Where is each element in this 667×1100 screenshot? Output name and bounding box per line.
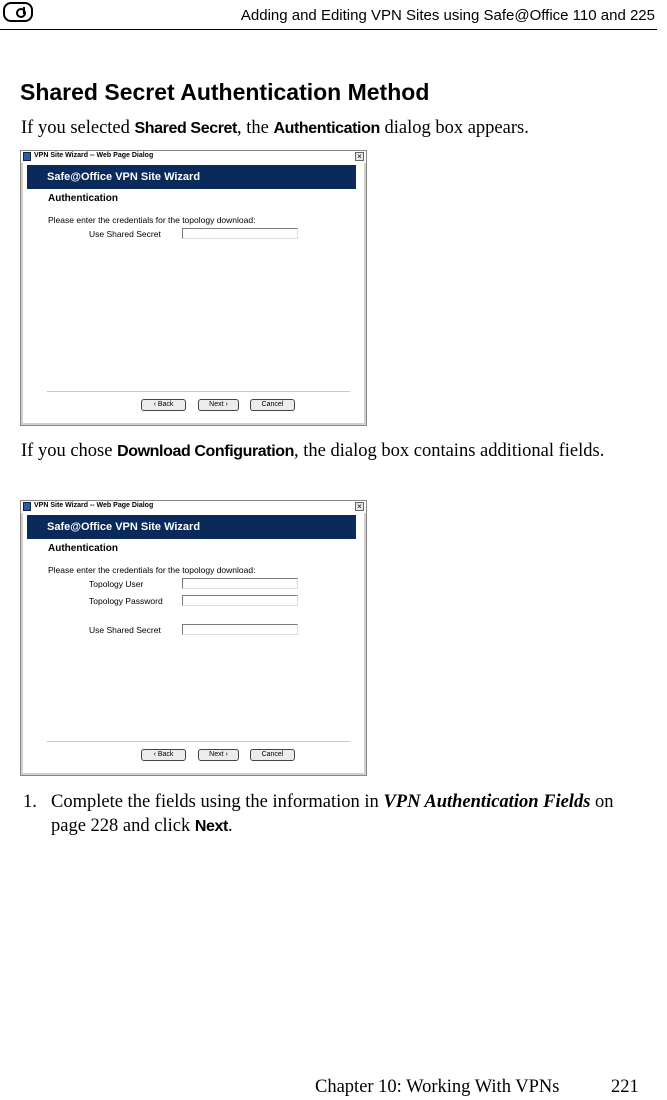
cancel-button[interactable]: Cancel xyxy=(250,399,295,411)
dialog-titlebar xyxy=(21,151,366,163)
dialog-content xyxy=(23,513,364,773)
footer-separator xyxy=(47,741,350,742)
dialog-titlebar xyxy=(21,501,366,513)
step-number: 1. xyxy=(23,792,37,812)
next-button[interactable]: Next › xyxy=(198,399,239,411)
wizard-banner xyxy=(27,165,356,189)
window-icon xyxy=(23,152,31,161)
dialog-screenshot-download-config xyxy=(20,500,367,776)
back-button[interactable]: ‹ Back xyxy=(141,749,186,761)
wizard-banner xyxy=(27,515,356,539)
running-header: Adding and Editing VPN Sites using Safe@Office 110 and 225 xyxy=(240,7,655,24)
instruction-text: Please enter the credentials for the topology download: xyxy=(48,215,256,225)
next-button[interactable]: Next › xyxy=(198,749,239,761)
reference-link: VPN Authentication Fields xyxy=(383,792,591,812)
shared-secret-input[interactable] xyxy=(182,228,298,239)
logo-icon xyxy=(3,2,33,22)
wizard-title: Safe@Office VPN Site Wizard xyxy=(47,521,201,533)
dialog-content xyxy=(23,163,364,423)
auth-heading: Authentication xyxy=(48,543,118,554)
dialog-window-title: VPN Site Wizard -- Web Page Dialog xyxy=(34,502,154,509)
shared-secret-label: Use Shared Secret xyxy=(89,229,161,239)
instruction-text: Please enter the credentials for the topology download: xyxy=(48,565,256,575)
dialog-window-title: VPN Site Wizard -- Web Page Dialog xyxy=(34,152,154,159)
auth-heading: Authentication xyxy=(48,193,118,204)
topology-user-label: Topology User xyxy=(89,579,144,589)
term-download-configuration: Download Configuration xyxy=(117,443,295,460)
topology-user-input[interactable] xyxy=(182,578,298,589)
header-divider xyxy=(0,29,657,30)
intro-paragraph: If you selected Shared Secret, the Authentication dialog box appears. xyxy=(21,118,529,138)
topology-password-label: Topology Password xyxy=(89,596,163,606)
back-button[interactable]: ‹ Back xyxy=(141,399,186,411)
term-authentication: Authentication xyxy=(273,120,380,137)
term-shared-secret: Shared Secret xyxy=(134,120,237,137)
topology-password-input[interactable] xyxy=(182,595,298,606)
close-icon[interactable]: × xyxy=(355,502,364,511)
shared-secret-input[interactable] xyxy=(182,624,298,635)
cancel-button[interactable]: Cancel xyxy=(250,749,295,761)
footer-separator xyxy=(47,391,350,392)
term-next: Next xyxy=(194,818,228,835)
window-icon xyxy=(23,502,31,511)
step-text: Complete the fields using the information in VPN Authentication Fields on page 228 and click Next. xyxy=(51,792,614,836)
page-number: 221 xyxy=(611,1077,639,1097)
section-title: Shared Secret Authentication Method xyxy=(20,79,430,105)
wizard-title: Safe@Office VPN Site Wizard xyxy=(47,171,201,183)
download-config-paragraph: If you chose Download Configuration, the dialog box contains additional fields. xyxy=(21,441,605,461)
close-icon[interactable]: × xyxy=(355,152,364,161)
footer-chapter: Chapter 10: Working With VPNs xyxy=(315,1077,560,1097)
shared-secret-label: Use Shared Secret xyxy=(89,625,161,635)
dialog-screenshot-shared-secret xyxy=(20,150,367,426)
